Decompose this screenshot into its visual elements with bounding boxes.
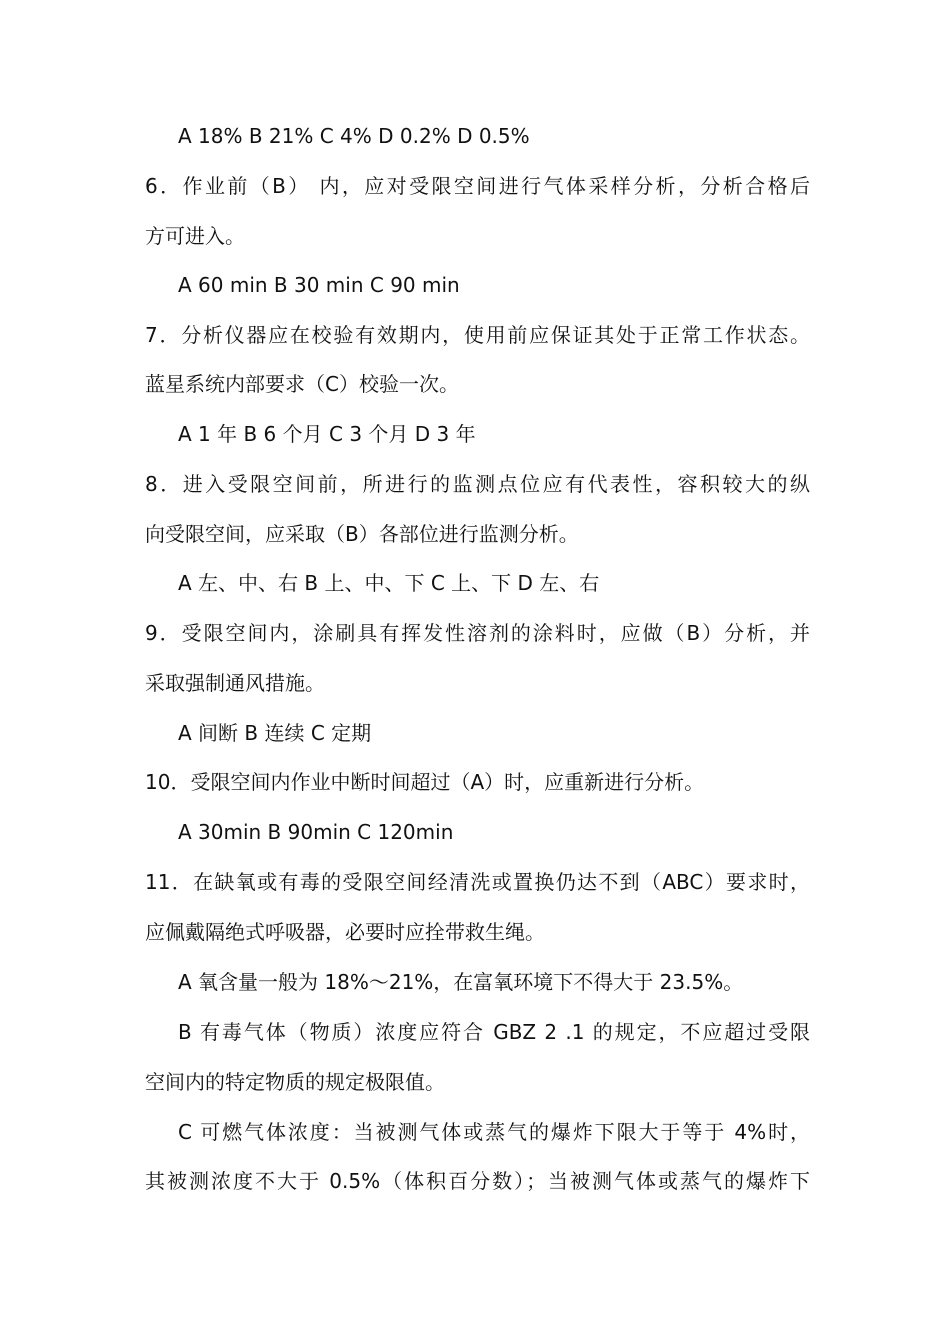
question-5-options: A 18% B 21% C 4% D 0.2% D 0.5% [178,124,530,148]
question-11-option-b-line-1: B 有毒气体（物质）浓度应符合 GBZ 2 .1 的规定，不应超过受限 [178,1020,810,1044]
question-11-option-a: A 氧含量一般为 18%～21%，在富氧环境下不得大于 23.5%。 [178,970,744,994]
question-11-option-c-line-1: C 可燃气体浓度：当被测气体或蒸气的爆炸下限大于等于 4%时， [178,1120,810,1144]
question-11-text-line-1: 11．在缺氧或有毒的受限空间经清洗或置换仍达不到（ABC）要求时， [145,870,810,894]
question-7-text-line-2: 蓝星系统内部要求（C）校验一次。 [145,372,459,396]
question-6-options: A 60 min B 30 min C 90 min [178,273,460,297]
question-10-options: A 30min B 90min C 120min [178,820,454,844]
question-8-text-line-2: 向受限空间，应采取（B）各部位进行监测分析。 [145,522,579,546]
question-7-text-line-1: 7．分析仪器应在校验有效期内，使用前应保证其处于正常工作状态。 [145,323,810,347]
question-6-text-line-1: 6．作业前（B） 内，应对受限空间进行气体采样分析，分析合格后 [145,174,810,198]
question-11-option-c-line-2: 其被测浓度不大于 0.5%（体积百分数）；当被测气体或蒸气的爆炸下 [145,1169,810,1193]
question-9-options: A 间断 B 连续 C 定期 [178,721,372,745]
question-9-text-line-1: 9．受限空间内，涂刷具有挥发性溶剂的涂料时，应做（B）分析，并 [145,621,810,645]
question-10-text-line-1: 10．受限空间内作业中断时间超过（A）时，应重新进行分析。 [145,770,705,794]
question-6-text-line-2: 方可进入。 [145,224,245,248]
question-11-text-line-2: 应佩戴隔绝式呼吸器，必要时应拴带救生绳。 [145,920,545,944]
question-8-text-line-1: 8．进入受限空间前，所进行的监测点位应有代表性，容积较大的纵 [145,472,810,496]
question-7-options: A 1 年 B 6 个月 C 3 个月 D 3 年 [178,422,476,446]
question-8-options: A 左、中、右 B 上、中、下 C 上、下 D 左、右 [178,571,600,595]
question-9-text-line-2: 采取强制通风措施。 [145,671,325,695]
question-11-option-b-line-2: 空间内的特定物质的规定极限值。 [145,1070,445,1094]
